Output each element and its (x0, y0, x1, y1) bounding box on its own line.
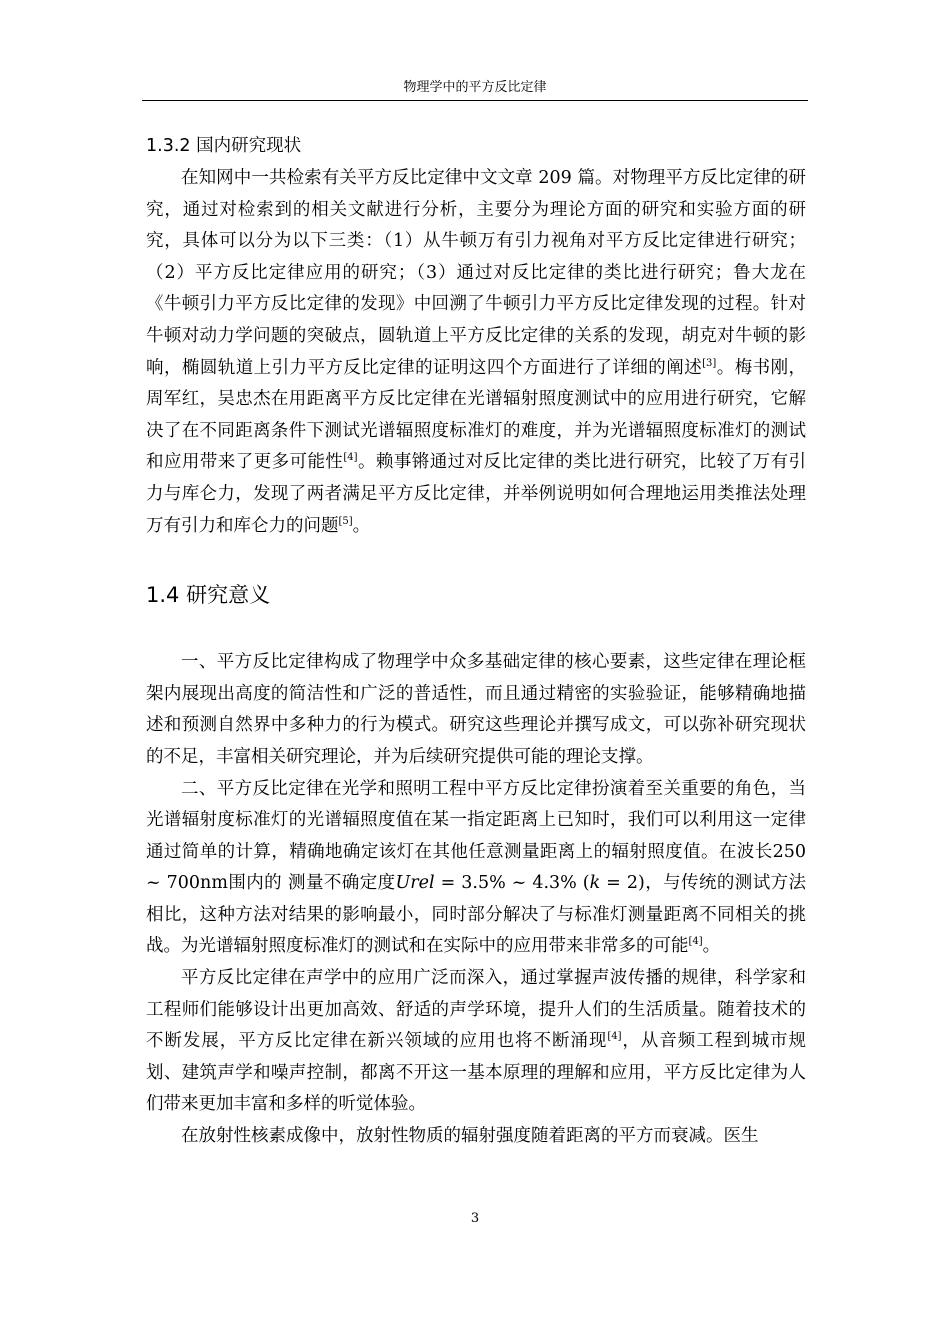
paragraph-text: 平方反比定律在声学中的应用广泛而深入，通过掌握声波传播的规律，科学家和工程师们能够设计出更加高效、舒适的声学环境，提升人们的生活质量。随着技术的不断发展，平方反比定律在新兴领域的应用也将不断涌现 (146, 968, 806, 1052)
section-heading-1-4: 1.4 研究意义 (146, 583, 271, 608)
math-k-value: = 2 (600, 873, 638, 894)
citation-4: [4] (607, 1031, 622, 1043)
paragraph-text: 。赖事锵通过对反比定律的类比进行研究，比较了万有引力与库仑力，发现了两者满足平方反比定律，并举例说明如何合理地运用类推法处理万有引力和库仑力的问题 (146, 452, 807, 536)
citation-5: [5] (338, 515, 353, 527)
paragraph-text: 。 (702, 936, 721, 957)
paragraph-text: 围内的 测量不确定度 (227, 873, 396, 894)
paragraph-domestic-research (146, 163, 806, 542)
citation-4: [4] (688, 936, 703, 948)
wavelength-range: 250 ~ 700nm (146, 841, 806, 894)
math-value: = 3.5% ~ 4.3% (434, 873, 583, 894)
paragraph-text: 。梅书刚，周军红，吴忠杰在用距离平方反比定律在光谱辐射照度测试中的应用进行研究，它解决了在不同距离条件下测试光谱辐照度标准灯的难度，并为光谱辐照度标准灯的测试和应用带来了更多可能性 (146, 357, 807, 473)
section-heading-1-3-2: 1.3.2 国内研究现状 (146, 136, 302, 156)
paragraph-significance-1: 一、平方反比定律构成了物理学中众多基础定律的核心要素，这些定律在理论框架内展现出高度的简洁性和广泛的普适性，而且通过精密的实验验证，能够精确地描述和预测自然界中多种力的行为模式。研究这些理论并撰写成文，可以弥补研究现状的不足，丰富相关研究理论，并为后续研究提供可能的理论支撑。 (146, 652, 806, 767)
paragraph-text: 。 (352, 515, 371, 536)
math-variable-urel: Urel (395, 873, 435, 894)
page-body (146, 131, 806, 1153)
paragraph-nuclear-imaging: 在放射性核素成像中，放射性物质的辐射强度随着距离的平方而衰减。医生 (181, 1126, 759, 1147)
math-variable-k: k (589, 873, 601, 894)
paragraph-text: ，与传统的测试方法相比，这种方法对结果的影响最小，同时部分解决了与标准灯测量距离不同相关的挑战。为光谱辐射照度标准灯的测试和在实际中的应用带来非常多的可能 (146, 873, 807, 957)
paragraph-text: ，从音频工程到城市规划、建筑声学和噪声控制，都离不开这一基本原理的理解和应用，平方反比定律为人们带来更加丰富和多样的听觉体验。 (146, 1031, 807, 1115)
paragraph-significance-2 (146, 774, 806, 964)
paragraph-text: 二、平方反比定律在光学和照明工程中平方反比定律扮演着至关重要的角色，当光谱辐射度标准灯的光谱辐照度值在某一指定距离上已知时，我们可以利用这一定律通过简单的计算，精确地确定该灯在其他任意测量距离上的辐射照度值。在波长 (146, 778, 806, 862)
paragraph-acoustics (146, 963, 806, 1121)
running-header: 物理学中的平方反比定律 (403, 80, 547, 95)
uncertainty-formula: Urel = 3.5% ~ 4.3% (k = 2) (395, 873, 645, 894)
header-rule (142, 100, 808, 101)
paragraph-text: 在知网中一共检索有关平方反比定律中文文章 209 篇。对物理平方反比定律的研究，通过对检索到的相关文献进行分析，主要分为理论方面的研究和实验方面的研究，具体可以分为以下三类：（1）从牛顿万有引力视角对平方反比定律进行研究；（2）平方反比定律应用的研究；（3）通过对反比定律的类比进行研究；鲁大龙在《牛顿引力平方反比定律的发现》中回溯了牛顿引力平方反比定律发现的过程。针对牛顿对动力学问题的突破点，圆轨道上平方反比定律的关系的发现，胡克对牛顿的影响，椭圆轨道上引力平方反比定律的证明这四个方面进行了详细的阐述 (146, 168, 806, 378)
citation-4: [4] (343, 452, 358, 464)
citation-3: [3] (702, 357, 717, 369)
page-number: 3 (470, 1211, 480, 1226)
